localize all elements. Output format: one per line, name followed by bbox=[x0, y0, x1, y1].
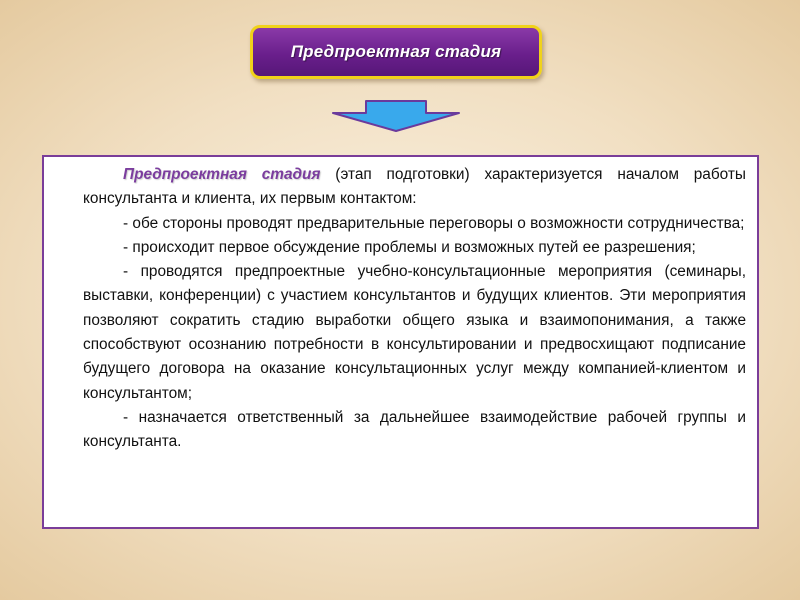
arrow-down-icon bbox=[331, 100, 461, 132]
list-item: - назначается ответственный за дальнейшее взаимодействие рабочей группы и консультанта. bbox=[83, 408, 746, 451]
list-item: - обе стороны проводят предварительные переговоры о возможности сотрудничества; bbox=[123, 214, 745, 232]
slide-title: Предпроектная стадия bbox=[290, 42, 502, 61]
term-highlight: Предпроектная стадия bbox=[123, 166, 321, 183]
intro-text: (этап подготовки) характеризуется началом работы консультанта и клиента, их первым контактом: bbox=[83, 166, 746, 208]
list-item: - проводятся предпроектные учебно-консультационные мероприятия (семинары, выставки, конференции) с участием консультантов и будущих клиентов. Эти мероприятия позволяют сократить стадию выработки общего языка и взаимопонимания, а также способствуют осознанию потребности в консультировании и предвосхищают подписание будущего договора на оказание консультационных услуг между компанией-клиентом и консультантом; bbox=[83, 263, 746, 402]
content-panel bbox=[42, 155, 759, 529]
title-banner bbox=[250, 25, 542, 79]
list-item: - происходит первое обсуждение проблемы и возможных путей ее разрешения; bbox=[123, 238, 696, 256]
intro-paragraph bbox=[44, 163, 746, 212]
